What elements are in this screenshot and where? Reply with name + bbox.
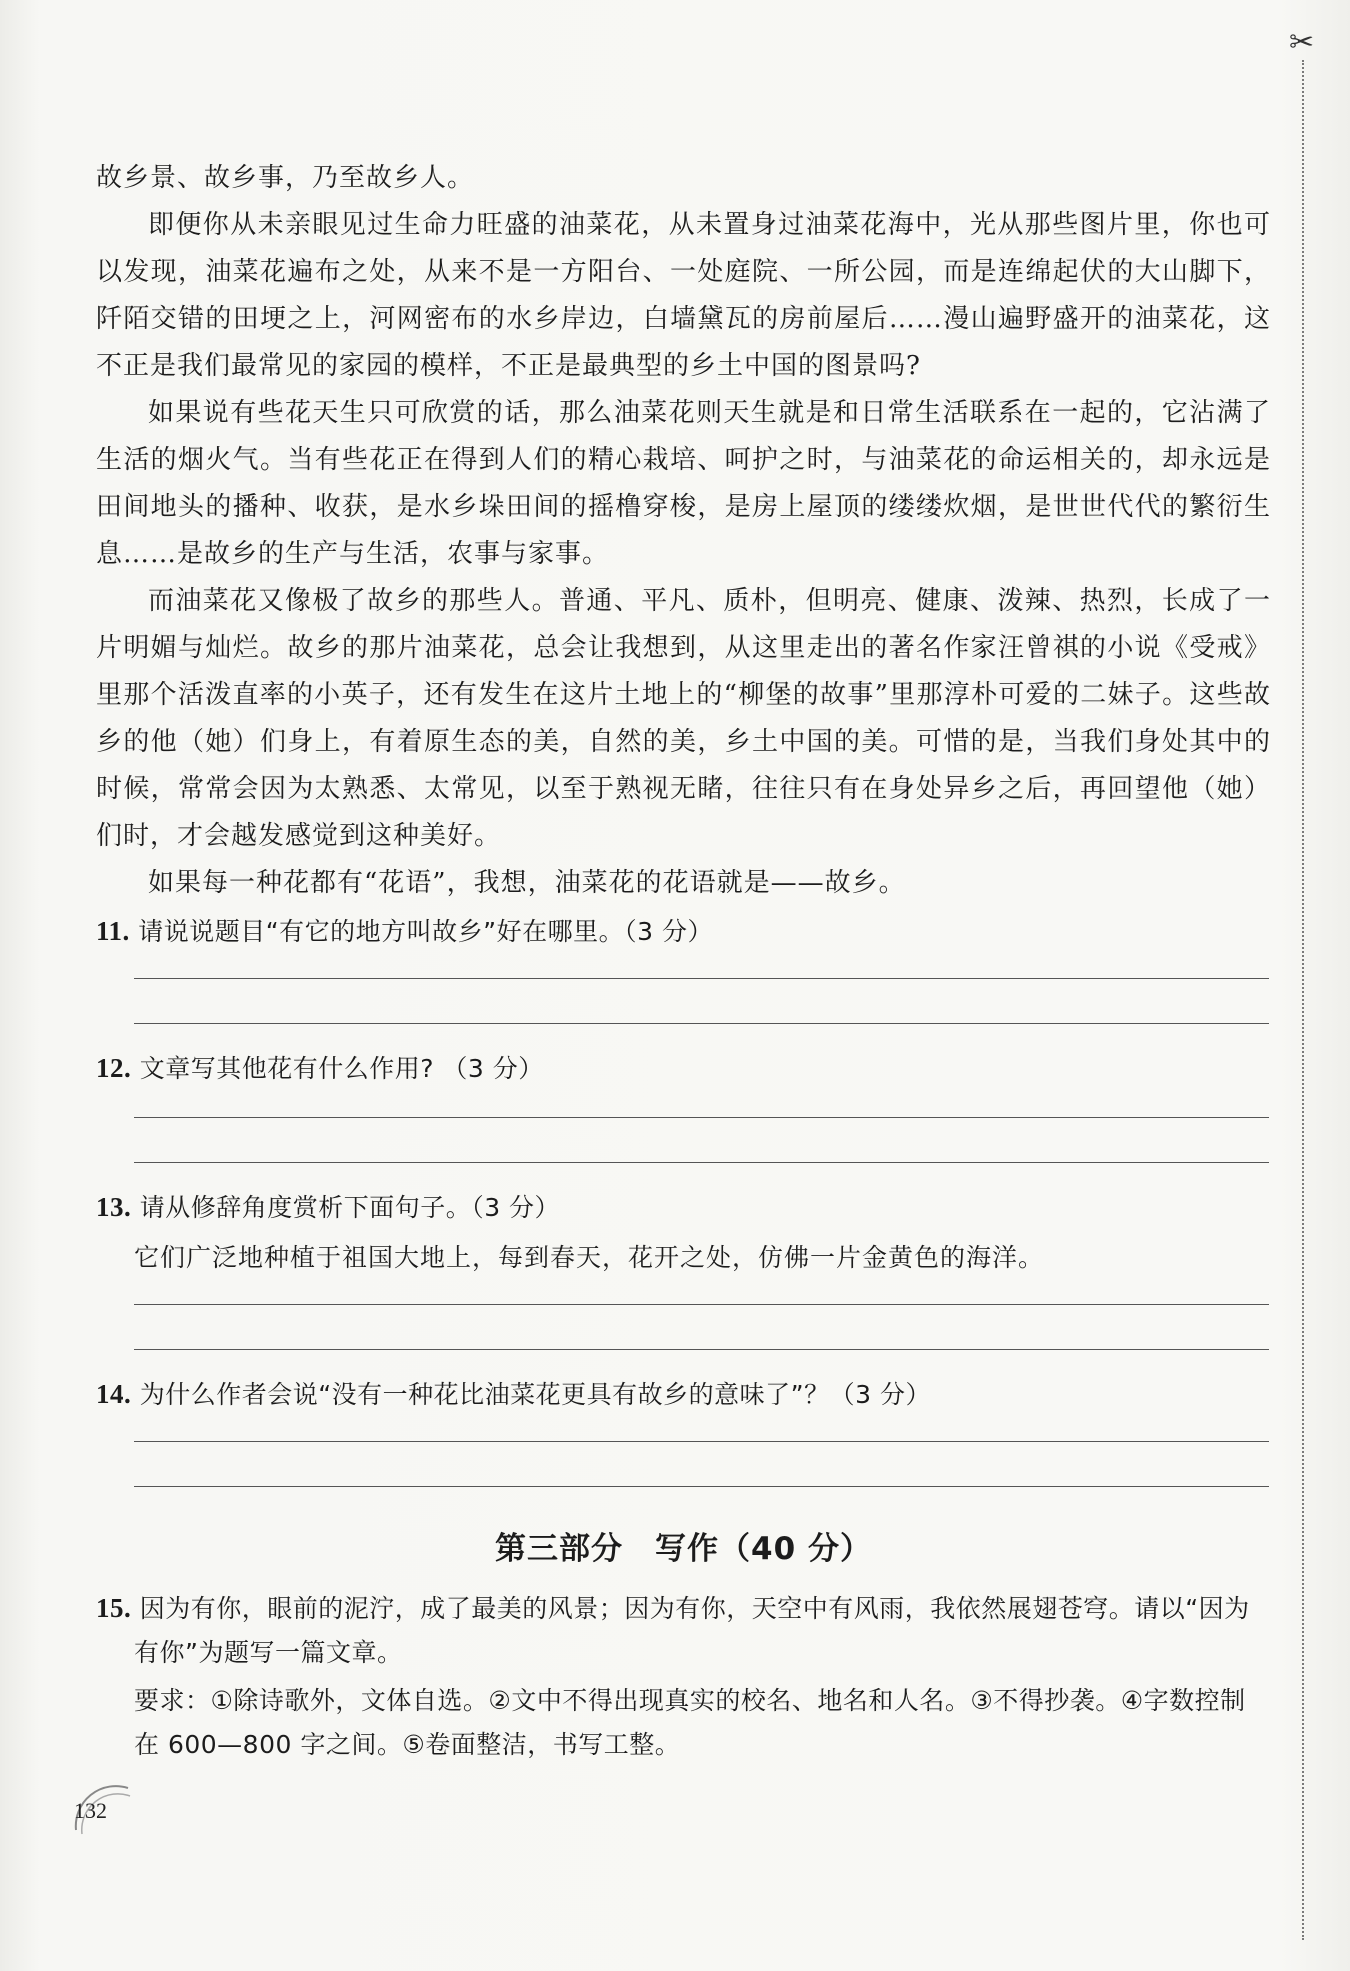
page-number: 132 <box>74 1798 107 1823</box>
answer-line[interactable] <box>134 1117 1269 1118</box>
question-number: 14. <box>96 1379 132 1409</box>
question-15 <box>96 1586 1271 1675</box>
content <box>96 155 1271 1767</box>
question-12 <box>96 1046 1271 1091</box>
passage-paragraph-5: 如果每一种花都有“花语”，我想，油菜花的花语就是——故乡。 <box>148 868 906 898</box>
section-title: 第三部分 写作（40 分） <box>495 1531 872 1567</box>
question-text: 文章写其他花有什么作用? （3 分） <box>139 1054 544 1083</box>
cut-line <box>1302 60 1304 1940</box>
passage-paragraph-3: 如果说有些花天生只可欣赏的话，那么油菜花则天生就是和日常生活联系在一起的，它沾满了生活的烟火气。当有些花正在得到人们的精心栽培、呵护之时，与油菜花的命运相关的，却永远是田间地头的播种、收获，是水乡垛田间的摇橹穿梭，是房上屋顶的缕缕炊烟，是世世代代的繁衍生息……是故乡的生产与生活，农事与家事。 <box>96 398 1271 569</box>
writing-requirements: 要求：①除诗歌外，文体自选。②文中不得出现真实的校名、地名和人名。③不得抄袭。④字数控制在 600—800 字之间。⑤卷面整洁，书写工整。 <box>134 1686 1246 1759</box>
passage-paragraph-2: 即便你从未亲眼见过生命力旺盛的油菜花，从未置身过油菜花海中，光从那些图片里，你也可以发现，油菜花遍布之处，从来不是一方阳台、一处庭院、一所公园，而是连绵起伏的大山脚下，阡陌交错的田埂之上，河网密布的水乡岸边，白墙黛瓦的房前屋后……漫山遍野盛开的油菜花，这不正是我们最常见的家园的模样，不正是最典型的乡土中国的图景吗? <box>96 210 1271 381</box>
question-text: 请说说题目“有它的地方叫故乡”好在哪里。（3 分） <box>138 917 713 946</box>
passage-paragraph-4: 而油菜花又像极了故乡的那些人。普通、平凡、质朴，但明亮、健康、泼辣、热烈，长成了一片明媚与灿烂。故乡的那片油菜花，总会让我想到，从这里走出的著名作家汪曾祺的小说《受戒》里那个活泼直率的小英子，还有发生在这片土地上的“柳堡的故事”里那淳朴可爱的二妹子。这些故乡的他（她）们身上，有着原生态的美，自然的美，乡土中国的美。可惜的是，当我们身处其中的时候，常常会因为太熟悉、太常见，以至于熟视无睹，往往只有在身处异乡之后，再回望他（她）们时，才会越发感觉到这种美好。 <box>96 586 1271 851</box>
passage-paragraph-1: 故乡景、故乡事，乃至故乡人。 <box>96 163 475 193</box>
answer-line[interactable] <box>134 978 1269 979</box>
answer-line[interactable] <box>134 1441 1269 1442</box>
scissors-icon: ✂ <box>1289 25 1315 60</box>
question-13-sentence: 它们广泛地种植于祖国大地上，每到春天，花开之处，仿佛一片金黄色的海洋。 <box>134 1243 1045 1272</box>
answer-line[interactable] <box>134 1023 1269 1024</box>
question-14 <box>96 1372 1271 1417</box>
question-number: 12. <box>96 1053 132 1083</box>
answer-line[interactable] <box>134 1486 1269 1487</box>
question-11 <box>96 909 1271 954</box>
answer-line[interactable] <box>134 1304 1269 1305</box>
answer-line[interactable] <box>134 1162 1269 1163</box>
question-number: 11. <box>96 916 130 946</box>
question-number: 13. <box>96 1192 132 1222</box>
question-13 <box>96 1185 1271 1230</box>
question-text: 为什么作者会说“没有一种花比油菜花更具有故乡的意味了”？（3 分） <box>139 1380 931 1409</box>
answer-line[interactable] <box>134 1349 1269 1350</box>
question-number: 15. <box>96 1593 132 1623</box>
question-text: 请从修辞角度赏析下面句子。（3 分） <box>139 1193 561 1222</box>
writing-prompt: 因为有你，眼前的泥泞，成了最美的风景；因为有你，天空中有风雨，我依然展翅苍穹。请以“因为有你”为题写一篇文章。 <box>134 1594 1250 1667</box>
